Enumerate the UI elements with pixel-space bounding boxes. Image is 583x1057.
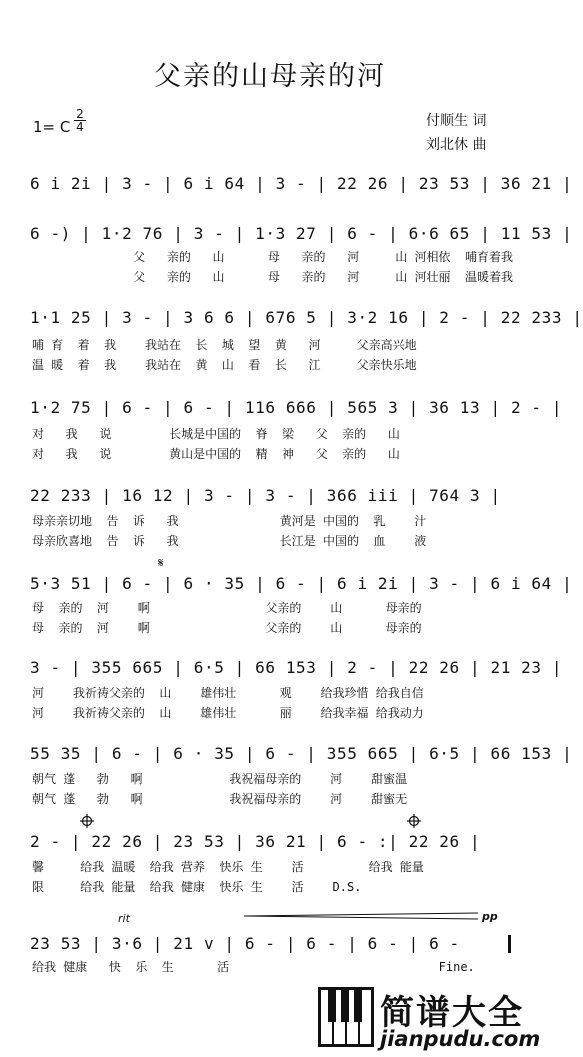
ritardando-marking: rit: [118, 912, 130, 925]
coda-sign-icon: [407, 814, 421, 828]
melody-line-7: 3 - | 355 665 | 6·5 | 66 153 | 2 - | 22 26 | 21 23 |: [30, 658, 563, 677]
lyric-line-4-verse-2: 对 我 说 黄山是中国的 精 神 父 亲的 山: [32, 447, 400, 461]
lyric-line-3-verse-1: 哺 育 着 我 我站在 长 城 望 黄 河 父亲高兴地: [32, 338, 417, 352]
melody-line-9: 2 - | 22 26 | 23 53 | 36 21 | 6 - :| 22 26 |: [30, 832, 481, 851]
lyric-line-5-verse-2: 母亲欣喜地 告 诉 我 长江是 中国的 血 液: [32, 534, 427, 548]
pianissimo-marking: pp: [482, 910, 498, 923]
melody-line-3: 1·1 25 | 3 - | 3 6 6 | 676 5 | 3·2 16 | 2 - | 22 233 |: [30, 308, 583, 327]
coda-sign-icon: [80, 814, 94, 828]
final-barline: [508, 935, 511, 953]
lyric-line-9-verse-1: 馨 给我 温暖 给我 营养 快乐 生 活 给我 能量: [32, 860, 424, 874]
piano-keys-icon: [318, 987, 374, 1047]
lyric-line-10-verse-1: 给我 健康 快 乐 生 活 Fine.: [32, 960, 475, 974]
key-signature: 1= C: [33, 118, 71, 136]
time-signature-bottom: 4: [76, 120, 84, 134]
lyric-line-5-verse-1: 母亲亲切地 告 诉 我 黄河是 中国的 乳 汁: [32, 514, 427, 528]
lyric-line-6-verse-1: 母 亲的 河 啊 父亲的 山 母亲的: [32, 601, 422, 615]
lyric-line-3-verse-2: 温 暖 着 我 我站在 黄 山 看 长 江 父亲快乐地: [32, 358, 417, 372]
composer-credit: 刘北休 曲: [426, 137, 487, 153]
melody-line-5: 22 233 | 16 12 | 3 - | 3 - | 366 iii | 764 3 |: [30, 486, 501, 505]
lyricist-credit: 付顺生 词: [426, 113, 487, 129]
lyric-line-7-verse-2: 河 我祈祷父亲的 山 雄伟壮 丽 给我幸福 给我动力: [32, 706, 424, 720]
lyric-line-8-verse-1: 朝气 蓬 勃 啊 我祝福母亲的 河 甜蜜温: [32, 772, 408, 786]
melody-line-1: 6 i 2i | 3 - | 6 i 64 | 3 - | 22 26 | 23 53 | 36 21 |: [30, 174, 573, 193]
logo-url: jianpudu.com: [380, 1027, 541, 1051]
melody-line-8: 55 35 | 6 - | 6 · 35 | 6 - | 355 665 | 6·5 | 66 153 |: [30, 744, 573, 763]
melody-line-10: 23 53 | 3·6 | 21 v | 6 - | 6 - | 6 - | 6 -: [30, 934, 460, 953]
time-signature: [74, 108, 86, 133]
melody-line-6: 5·3 51 | 6 - | 6 · 35 | 6 - | 6 i 2i | 3 - | 6 i 64 |: [30, 574, 573, 593]
decrescendo-hairpin-icon: [244, 912, 480, 926]
lyric-line-6-verse-2: 母 亲的 河 啊 父亲的 山 母亲的: [32, 621, 422, 635]
lyric-line-7-verse-1: 河 我祈祷父亲的 山 雄伟壮 观 给我珍惜 给我自信: [32, 686, 424, 700]
site-logo: [318, 985, 541, 1053]
lyric-line-2-verse-1: 父 亲的 山 母 亲的 河 山 河相依 哺育着我: [32, 250, 513, 264]
lyric-line-2-verse-2: 父 亲的 山 母 亲的 河 山 河壮丽 温暖着我: [32, 270, 513, 284]
lyric-line-4-verse-1: 对 我 说 长城是中国的 脊 梁 父 亲的 山: [32, 427, 400, 441]
time-signature-top: 2: [74, 108, 86, 121]
logo-name: 简谱大全: [380, 993, 524, 1033]
melody-line-2: 6 -) | 1·2 76 | 3 - | 1·3 27 | 6 - | 6·6 65 | 11 53 |: [30, 224, 573, 243]
lyric-line-8-verse-2: 朝气 蓬 勃 啊 我祝福母亲的 河 甜蜜无: [32, 792, 408, 806]
melody-line-4: 1·2 75 | 6 - | 6 - | 116 666 | 565 3 | 36 13 | 2 - |: [30, 398, 563, 417]
song-title: 父亲的山母亲的河: [154, 61, 386, 92]
segno-sign: 𝄋: [158, 556, 164, 571]
lyric-line-9-verse-2: 限 给我 能量 给我 健康 快乐 生 活 D.S.: [32, 880, 362, 894]
